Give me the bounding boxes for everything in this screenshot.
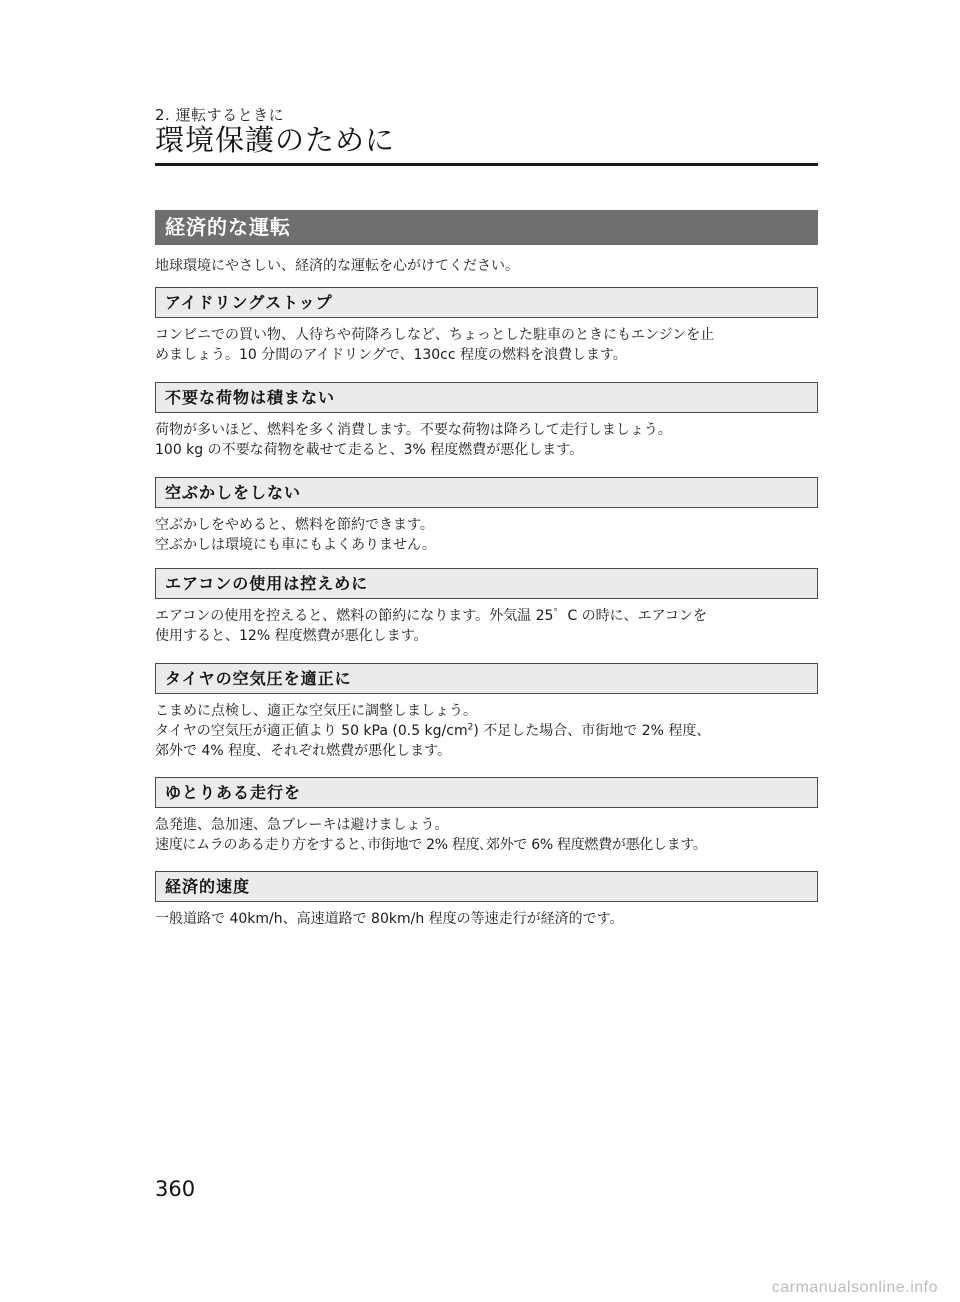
- body-line: コンビニでの買い物、人待ちや荷降ろしなど、ちょっとした駐車のときにもエンジンを止: [155, 327, 715, 343]
- section-air-conditioner: [155, 568, 818, 646]
- pressure-text-cont: ) 不足した場合、市街地で 2% 程度、: [473, 723, 711, 739]
- section-heading: 空ぶかしをしない: [155, 477, 818, 508]
- body-line: 使用すると、12% 程度燃費が悪化します。: [155, 628, 428, 644]
- section-heading: アイドリングストップ: [155, 287, 818, 318]
- page-number: 360: [155, 1177, 196, 1201]
- section-body: [155, 909, 818, 929]
- section-heading: 不要な荷物は積まない: [155, 382, 818, 413]
- section-body: [155, 420, 818, 460]
- pressure-text: タイヤの空気圧が適正値より 50 kPa (0.5 kg/cm: [155, 723, 468, 739]
- section-no-revving: [155, 477, 818, 555]
- body-line: こまめに点検し、適正な空気圧に調整しましょう。: [155, 703, 477, 719]
- section-idling-stop: [155, 287, 818, 365]
- body-line: 一般道路で 40km/h、高速道路で 80km/h 程度の等速走行が経済的です。: [155, 911, 624, 927]
- section-body: [155, 815, 818, 855]
- body-line: 急発進、急加速、急ブレーキは避けましょう。: [155, 817, 449, 833]
- section-tire-pressure: [155, 663, 818, 761]
- section-relaxed-driving: [155, 777, 818, 855]
- body-line: 空ぶかしは環境にも車にもよくありません。: [155, 537, 436, 553]
- body-line: エアコンの使用を控えると、燃料の節約になります。外気温 25゜C の時に、エアコンを: [155, 608, 707, 624]
- body-line: 空ぶかしをやめると、燃料を節約できます。: [155, 517, 434, 533]
- section-economic-speed: [155, 871, 818, 929]
- body-line: 郊外で 4% 程度、それぞれ燃費が悪化します。: [155, 743, 451, 759]
- section-body: [155, 701, 818, 761]
- body-line: めましょう。10 分間のアイドリングで、130cc 程度の燃料を浪費します。: [155, 347, 627, 363]
- section-no-unneeded-cargo: [155, 382, 818, 460]
- superscript: 2: [467, 722, 474, 733]
- section-body: [155, 606, 818, 646]
- body-line: 100 kg の不要な荷物を載せて走ると、3% 程度燃費が悪化します。: [155, 442, 584, 458]
- breadcrumb: 2. 運転するときに: [155, 106, 285, 124]
- body-line: [155, 721, 818, 741]
- section-heading: 経済的速度: [155, 871, 818, 902]
- section-heading: ゆとりある走行を: [155, 777, 818, 808]
- body-line: 速度にムラのある走り方をすると､市街地で 2% 程度､郊外で 6% 程度燃費が悪化します。: [155, 837, 707, 853]
- title-rule: [155, 163, 818, 166]
- section-body: [155, 325, 818, 365]
- main-heading: 経済的な運転: [155, 210, 818, 245]
- section-body: [155, 515, 818, 555]
- page-title: 環境保護のために: [155, 123, 396, 157]
- intro-text: 地球環境にやさしい、経済的な運転を心がけてください。: [155, 258, 519, 274]
- watermark: carmanualsonline.info: [771, 1279, 938, 1296]
- section-heading: エアコンの使用は控えめに: [155, 568, 818, 599]
- section-heading: タイヤの空気圧を適正に: [155, 663, 818, 694]
- body-line: 荷物が多いほど、燃料を多く消費します。不要な荷物は降ろして走行しましょう。: [155, 422, 672, 438]
